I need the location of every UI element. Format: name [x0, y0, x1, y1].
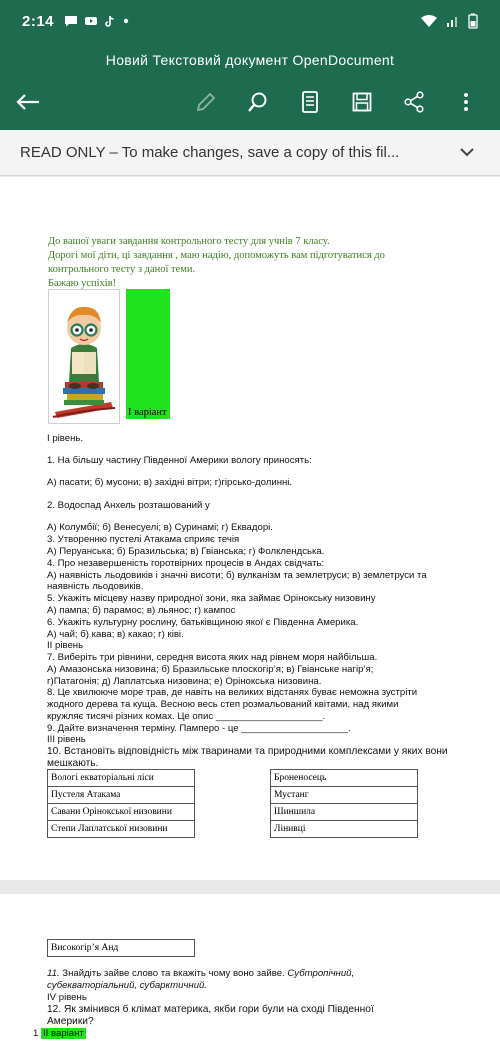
question-11-cont: [47, 980, 477, 992]
tiktok-icon: [104, 15, 116, 28]
answer-options-7: А) Амазонська низовина; б) Бразильське плоскогір’я; в) Гвіанське нагір’я;: [47, 664, 374, 675]
question-3: 3. Утворенню пустелі Атакама сприяє течія: [47, 534, 240, 545]
document-page-2: [0, 894, 500, 1055]
table-cell: Лінивці: [271, 821, 418, 838]
table-cell: [195, 804, 271, 821]
table-cell: Степи Лаплатської низовини: [48, 821, 195, 838]
table-cell: Шиншила: [271, 804, 418, 821]
document-icon: [301, 91, 319, 113]
matching-table-continued: [47, 939, 195, 957]
question-number: 11.: [47, 968, 60, 979]
read-only-banner[interactable]: [0, 130, 500, 176]
intro-line: До вашої уваги завдання контрольного тесту для учнів 7 класу.: [48, 236, 330, 247]
answer-options-2: А) Колумбії; б) Венесуелі; в) Суринамі; г) Еквадорі.: [47, 522, 273, 533]
answer-options-3: А) Перуанська; б) Бразильська; в) Гвіанська; г) Фолклендська.: [47, 546, 325, 557]
question-1: 1. На більшу частину Південної Америки вологу приносять:: [47, 455, 312, 466]
more-vertical-icon: [463, 92, 469, 112]
variant-highlight-bar: [126, 289, 170, 419]
question-5: 5. Укажіть місцеву назву природної зони, яка займає Орінокську низовину: [47, 593, 376, 604]
answer-options-6: А) чай; б) кава; в) какао; г) ківі.: [47, 629, 184, 640]
status-time: 2:14: [22, 12, 55, 30]
table-row: [48, 804, 418, 821]
answer-options-4-cont: наявність льодовиків.: [47, 581, 144, 592]
table-row: [48, 940, 195, 957]
search-icon: [247, 91, 269, 113]
share-icon: [403, 91, 425, 113]
intro-line: Дорогі мої діти, ці завдання , маю надію, допоможуть вам підготуватися до: [48, 250, 385, 261]
question-12: 12. Як змінився б клімат материка, якби гори були на сході Південної: [47, 1004, 374, 1015]
question-8: 8. Це хвилююче море трав, де навіть на великих відстанях буває неможна зустріти: [47, 687, 418, 698]
level-heading: IV рівень: [47, 992, 87, 1003]
question-11: [47, 968, 477, 980]
question-12-cont: Америки?: [47, 1016, 94, 1027]
more-options-button[interactable]: [450, 86, 482, 118]
variant-2-line: [33, 1028, 463, 1040]
save-button[interactable]: [346, 86, 378, 118]
level-heading: ІІ рівень: [47, 640, 84, 651]
variant-2-label: ІІ варіант: [43, 1028, 84, 1039]
list-number: 1: [33, 1028, 39, 1039]
table-cell: Вологі екваторіальні ліси: [48, 770, 195, 787]
table-cell: Броненосець: [271, 770, 418, 787]
toolbar: [0, 80, 500, 122]
question-11-options: Субтропічний,: [287, 968, 355, 979]
table-cell: Савани Орінокської низовини: [48, 804, 195, 821]
back-arrow-icon: [15, 92, 41, 112]
answer-options-7-cont: г)Патагонія; д) Лаплатська низовина; е) Орінокська низовина.: [47, 676, 322, 687]
reading-mode-button[interactable]: [294, 86, 326, 118]
answer-options-5: А) пампа; б) парамос; в) льянос; г) кампос: [47, 605, 236, 616]
question-11-text: Знайдіть зайве слово та вкажіть чому воно зайве.: [59, 968, 288, 979]
level-heading: ІІІ рівень: [47, 734, 86, 745]
signal-icon: [446, 14, 460, 28]
battery-icon: [468, 13, 478, 29]
chevron-down-icon[interactable]: [458, 143, 476, 161]
table-row: [48, 821, 418, 838]
table-cell: [195, 787, 271, 804]
table-cell: Мустанг: [271, 787, 418, 804]
question-4: 4. Про незавершеність горотвірних процесів в Андах свідчать:: [47, 558, 325, 569]
question-10: 10. Встановіть відповідність між тваринами та природними комплексами у яких вони: [47, 746, 448, 757]
app-bar: [0, 0, 500, 130]
table-cell: Пустеля Атакама: [48, 787, 195, 804]
search-button[interactable]: [242, 86, 274, 118]
matching-table: [47, 769, 418, 838]
question-7: 7. Виберіть три рівнини, середня висота яких над рівнем моря найбільша.: [47, 652, 378, 663]
table-row: [48, 787, 418, 804]
student-reading-image: [49, 290, 119, 423]
document-page-1: [0, 177, 500, 880]
notification-icons: [64, 15, 130, 28]
question-8-cont: жодного дерева та куща. Весною весь степ розмальований квітами, над якими: [47, 699, 399, 710]
message-icon: [64, 15, 78, 27]
question-11-options: субекваторіальний, субарктичний.: [47, 980, 208, 991]
table-cell: Високогір’я Анд: [48, 940, 195, 957]
answer-options-1: А) пасати; б) мусони; в) західні вітри; г)гірсько-долинні.: [47, 477, 293, 488]
save-icon: [352, 92, 372, 112]
level-heading: І рівень.: [47, 433, 84, 444]
question-10-cont: мешкають.: [47, 758, 99, 769]
dot-icon: [122, 17, 130, 25]
table-cell: [195, 821, 271, 838]
back-button[interactable]: [12, 86, 44, 118]
video-icon: [84, 15, 98, 27]
table-row: [48, 770, 418, 787]
status-bar: [0, 0, 500, 42]
question-6: 6. Укажіть культурну рослину, батьківщиною якої є Південна Америка.: [47, 617, 359, 628]
system-icons: [420, 13, 478, 29]
read-only-text: READ ONLY – To make changes, save a copy of this fil...: [20, 144, 400, 161]
intro-text: [48, 235, 448, 291]
intro-line: Бажаю успіхів!: [48, 278, 117, 289]
edit-button[interactable]: [190, 86, 222, 118]
answer-options-4: А) наявність льодовиків і значні висоти; б) вулканізм та землетруси; в) землетруси та: [47, 570, 427, 581]
pencil-icon: [195, 91, 217, 113]
question-8-cont: кружляє тисячі різних комах. Це опис ____________________.: [47, 711, 326, 722]
document-title: Новий Текстовий документ OpenDocument: [105, 52, 395, 68]
wifi-icon: [420, 14, 438, 28]
variant-label: І варіант: [128, 407, 167, 418]
table-cell: [195, 770, 271, 787]
question-9: 9. Дайте визначення терміну. Памперо - це ____________________.: [47, 723, 351, 734]
intro-line: контрольного тесту з даної теми.: [48, 264, 196, 275]
share-button[interactable]: [398, 86, 430, 118]
student-illustration: [48, 289, 120, 424]
question-2: 2. Водоспад Анхель розташований у: [47, 500, 210, 511]
